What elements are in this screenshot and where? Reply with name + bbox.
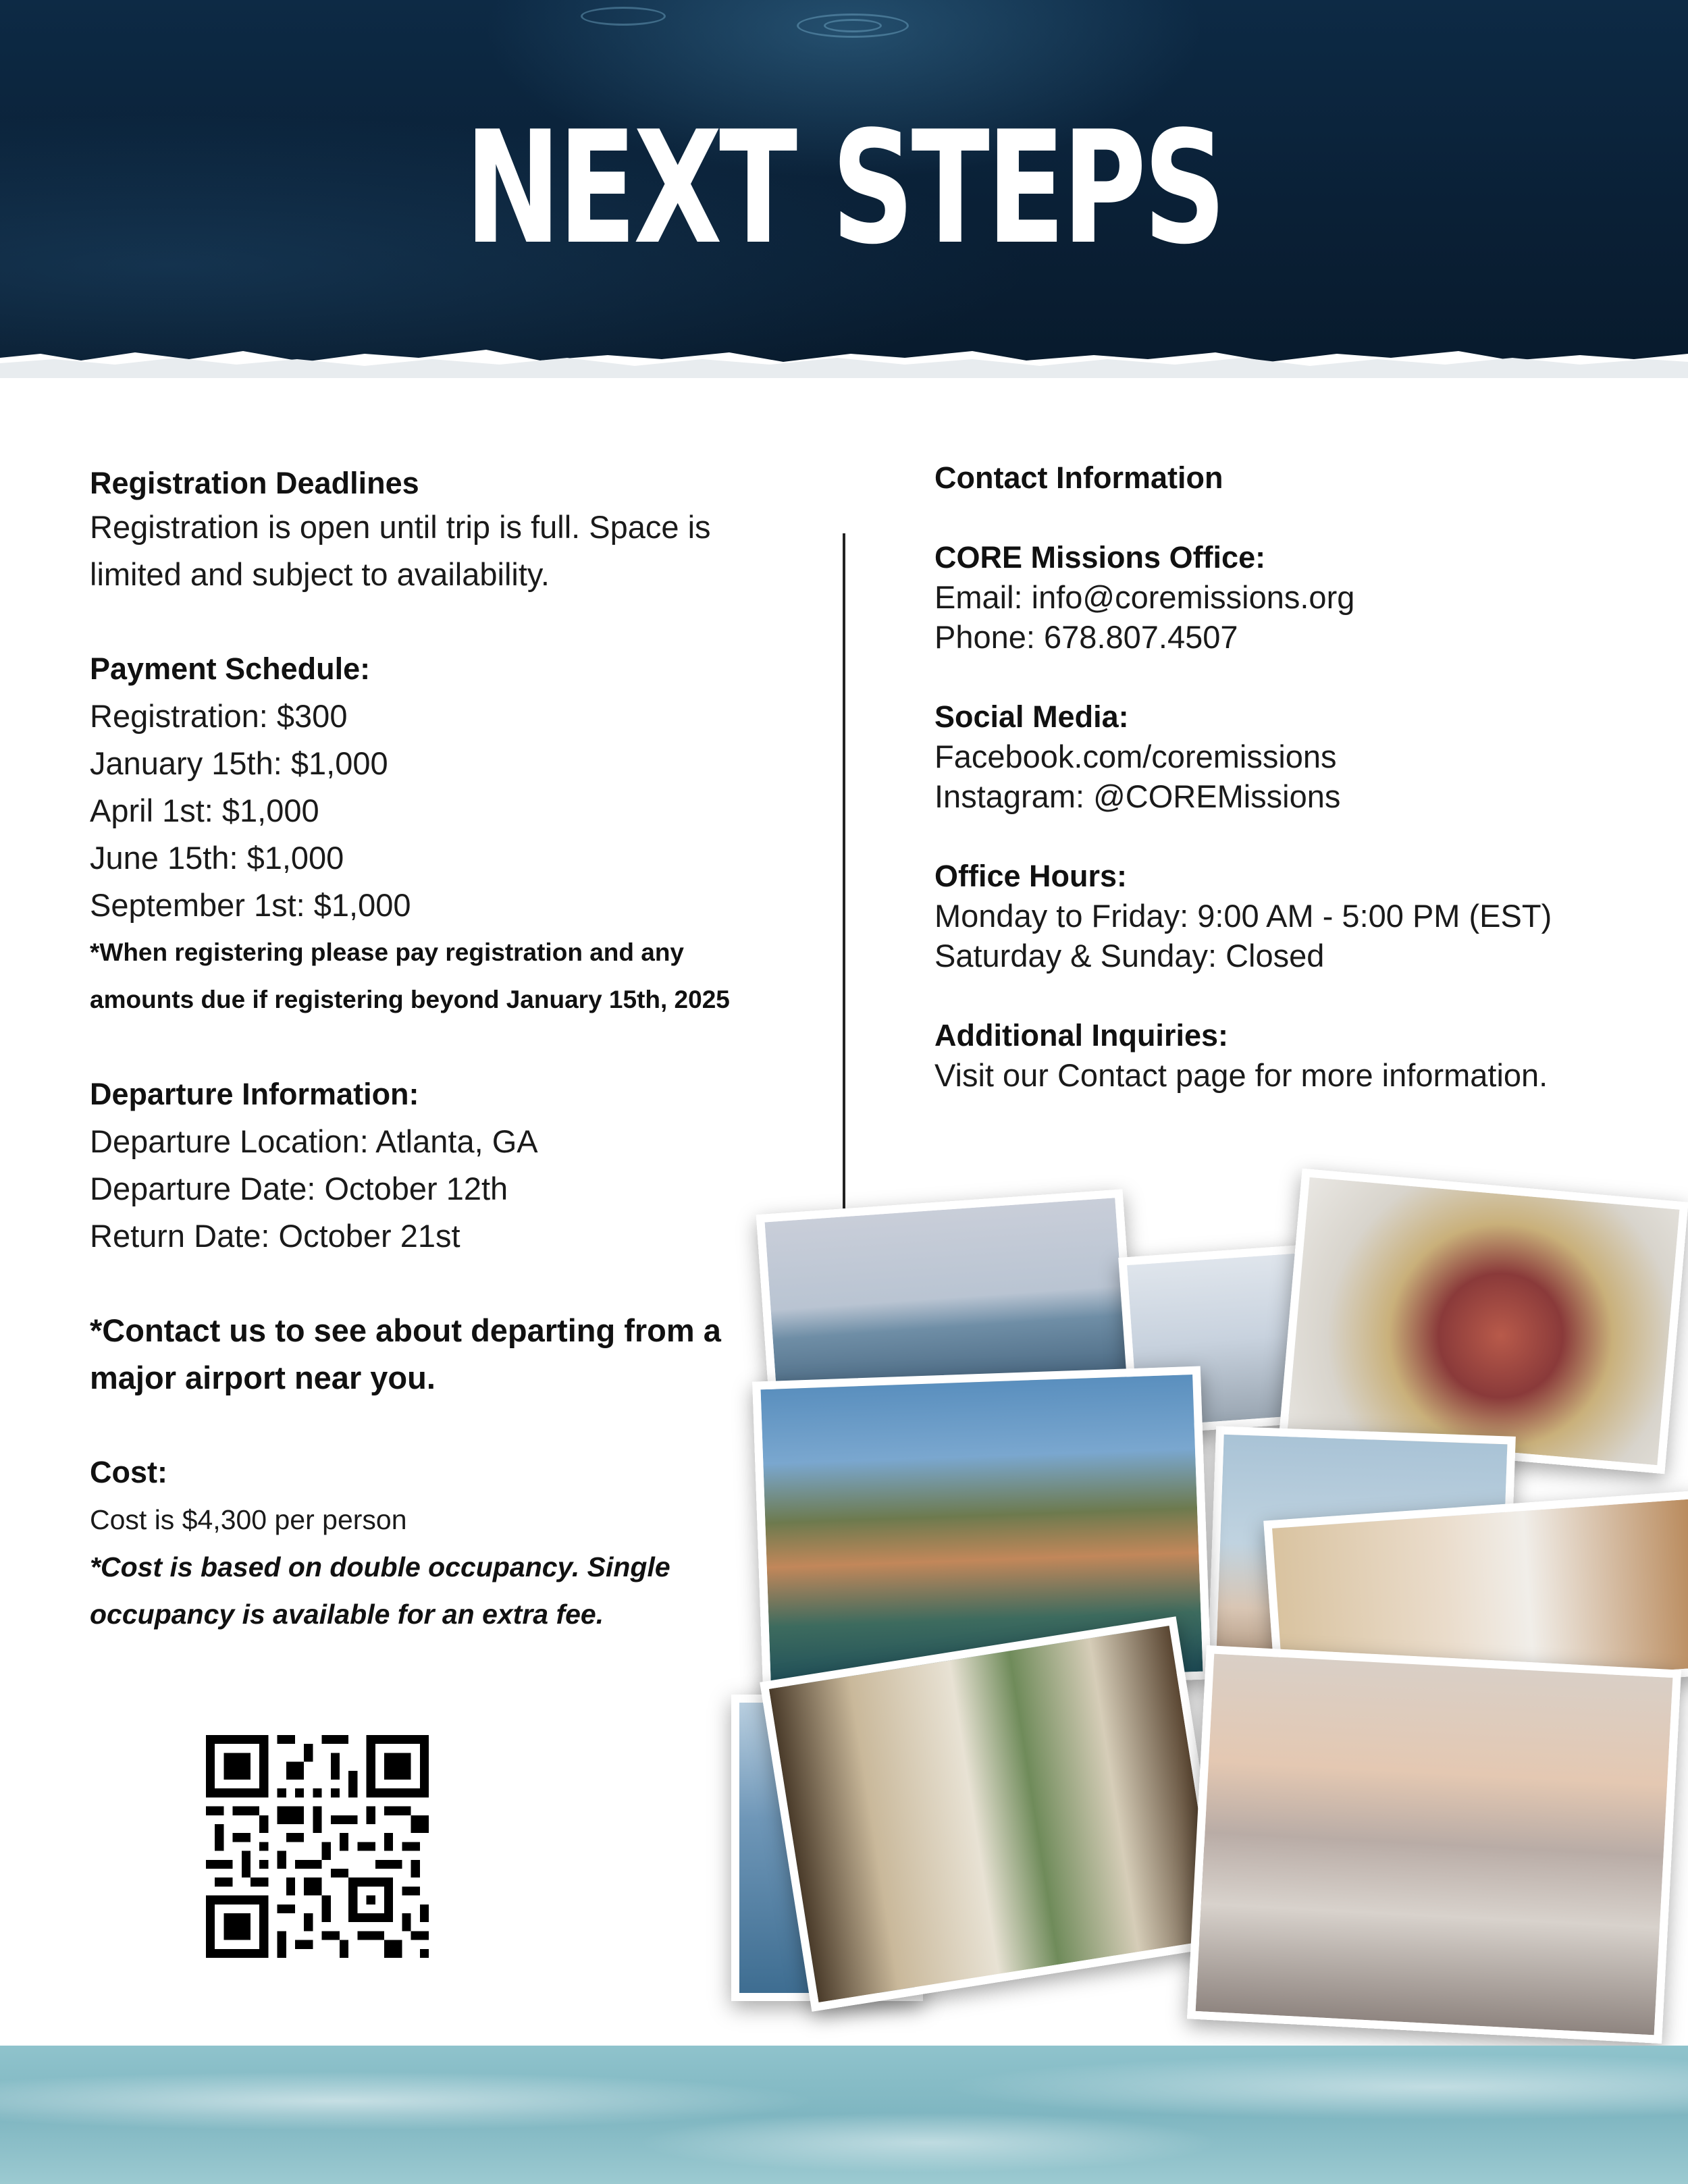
hours-weekday: Monday to Friday: 9:00 AM - 5:00 PM (EST) [934, 898, 1552, 934]
cost-text: Cost is $4,300 per person [90, 1504, 407, 1535]
payment-item: Registration: $300 [90, 698, 348, 734]
social-heading: Social Media: [934, 699, 1129, 734]
departure-item: Departure Date: October 12th [90, 1171, 508, 1206]
cost-note-2: occupancy is available for an extra fee. [90, 1599, 604, 1630]
contact-heading: Contact Information [934, 460, 1223, 495]
registration-heading: Registration Deadlines [90, 466, 419, 500]
office-heading: CORE Missions Office: [934, 540, 1266, 575]
departure-item: Departure Location: Atlanta, GA [90, 1123, 538, 1159]
departure-note-2: major airport near you. [90, 1360, 436, 1395]
inquiries-heading: Additional Inquiries: [934, 1018, 1228, 1053]
photo-food-platter [1278, 1169, 1688, 1474]
payment-item: September 1st: $1,000 [90, 887, 411, 923]
office-email: Email: info@coremissions.org [934, 579, 1355, 615]
torn-edge [0, 344, 1688, 378]
inquiries-text: Visit our Contact page for more information. [934, 1057, 1548, 1093]
departure-item: Return Date: October 21st [90, 1218, 460, 1254]
registration-line-2: limited and subject to availability. [90, 556, 550, 592]
payment-note-1: *When registering please pay registration and any [90, 938, 685, 966]
departure-note-1: *Contact us to see about departing from a [90, 1312, 721, 1348]
payment-note-2: amounts due if registering beyond January 15th, 2025 [90, 986, 730, 1013]
hours-weekend: Saturday & Sunday: Closed [934, 938, 1325, 974]
right-column [934, 458, 1643, 1095]
left-column [90, 463, 819, 1638]
hours-heading: Office Hours: [934, 859, 1128, 893]
payment-item: April 1st: $1,000 [90, 793, 319, 828]
office-phone: Phone: 678.807.4507 [934, 619, 1238, 655]
registration-line-1: Registration is open until trip is full. Space is [90, 509, 711, 545]
photo-window-villa [760, 1616, 1228, 2012]
water-footer [0, 2046, 1688, 2184]
photo-oia-sunset [1187, 1645, 1681, 2044]
cost-note-1: *Cost is based on double occupancy. Single [90, 1551, 670, 1582]
payment-item: January 15th: $1,000 [90, 745, 388, 781]
social-facebook: Facebook.com/coremissions [934, 739, 1337, 774]
page-title: NEXT STEPS [465, 99, 1223, 279]
social-instagram: Instagram: @COREMissions [934, 778, 1341, 814]
departure-heading: Departure Information: [90, 1077, 419, 1111]
cost-heading: Cost: [90, 1455, 167, 1489]
column-divider [843, 533, 845, 1208]
payment-heading: Payment Schedule: [90, 651, 371, 686]
payment-item: June 15th: $1,000 [90, 840, 344, 876]
header-banner [0, 0, 1688, 378]
qr-code-icon[interactable] [206, 1735, 429, 1958]
